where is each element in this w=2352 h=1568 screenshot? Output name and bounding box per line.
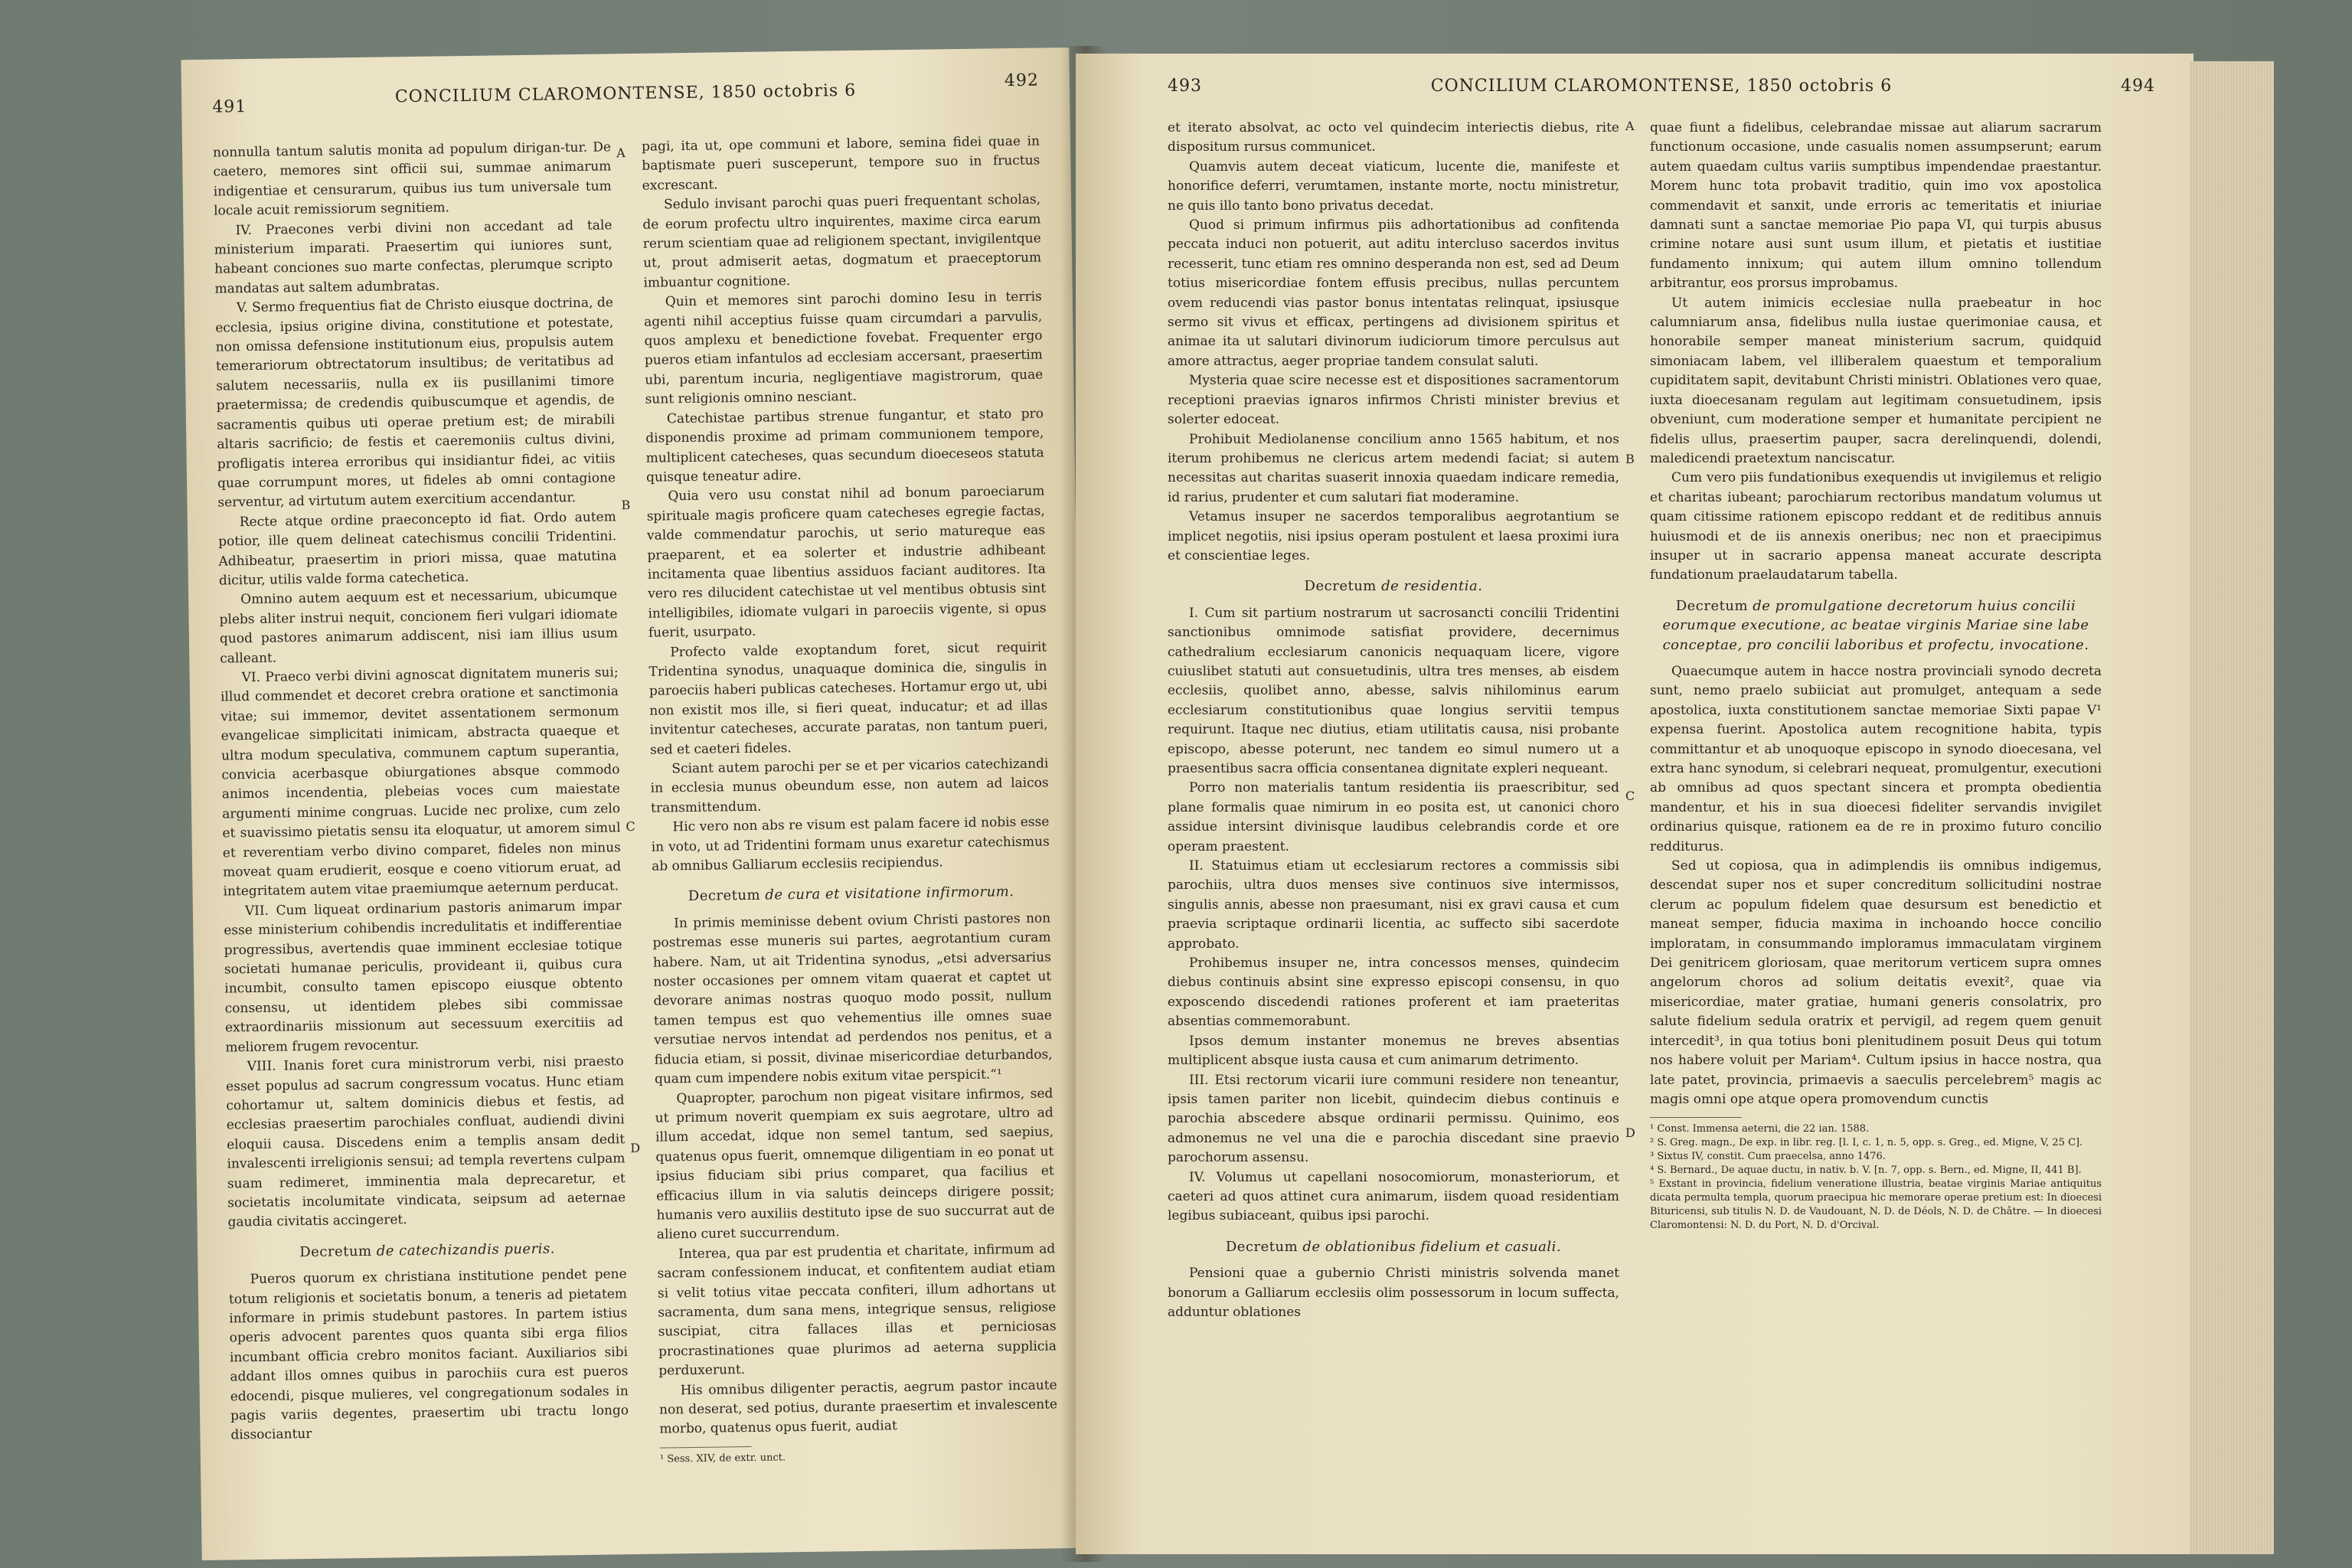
margin-letter-c: C [626, 819, 635, 835]
heading-prefix: Decretum [1225, 1238, 1303, 1255]
running-title-right: CONCILIUM CLAROMONTENSE, 1850 octobris 6 [1430, 77, 1893, 96]
heading-prefix: Decretum [1675, 597, 1753, 614]
footnote: ⁵ Exstant in provincia, fidelium veneratione illustria, beatae virginis Mariae antiquitus dicata permulta templa, quorum praecipua hic memorare operae pretium est: In dioecesi Bituricensi, sub titulis N. D. de Vaudouant, N. D. de Déols, N. D. de Châtre. — In dioecesi Claromontensi: N. D. du Port, N. D. d'Orcival. [1650, 1178, 2102, 1232]
paragraph: Porro non materialis tantum residentia iis praescribitur, sed plane formalis quae nimirum in eo posita est, ut canonici choro assidue intersint divinisque laudibus celebrandis corde et ore operam praestent. [1168, 780, 1619, 854]
heading-italic: de cura et visitatione infirmorum. [765, 884, 1014, 904]
footnote: ³ Sixtus IV, constit. Cum praecelsa, anno 1476. [1650, 1151, 1886, 1163]
paragraph: Quaecumque autem in hacce nostra provinciali synodo decreta sunt, nemo praelo subiiciat aut promulget, antequam a sede apostolica, iuxta constitutionem sanctae memoriae Sixti papae V¹ expensa fuerint. Apostolica autem recognitione habita, typis committantur et ab unoquoque episcopo in synodo dioecesana, vel extra hanc synodum, si celebrari nequeat, promulgentur, executioni ab omnibus ad quos spectant sincera et prompta obedientia mandentur, et his in sua dioecesi fideliter servandis invigilet ordinarius quisque, rationem ea de re in proximo futuro concilio redditurus. [1650, 663, 2102, 854]
paragraph: pagi, ita ut, ope communi et labore, semina fidei quae in baptismate pueri susceperunt, tempore suo in fructus excrescant. [641, 133, 1040, 194]
paragraph: II. Statuimus etiam ut ecclesiarum rectores a commissis sibi parochiis, ultra duos menses sive continuos sive intermissos, singulis annis, abesse non praesumant, nisi ex gravi causa et cum praevia scriptaque ordinarii licentia, ac suffecto sibi sacerdote approbato. [1168, 858, 1619, 952]
paragraph: Quamvis autem deceat viaticum, lucente die, manifeste et honorifice deferri, verumtamen, instante morte, noctu ministretur, ne quis illo tanto bono privatus decedat. [1168, 158, 1619, 214]
margin-letter-d: D [630, 1140, 641, 1156]
paragraph: VII. Cum liqueat ordinarium pastoris animarum impar esse ministerium cohibendis incredulitatis et indifferentiae progressibus, avertendis quae imminent ecclesiae totique societati humanae periculis, provideant ii, quibus cura incumbit, consulto tamen episcopo eiusque obtento consensu, ut identidem plebes sibi commissae extraordinariis missionum aut secessuum exercitiis ad meliorem frugem revocentur. [224, 898, 624, 1056]
paragraph: Recte atque ordine praeconcepto id fiat. Ordo autem potior, ille quem delineat catechismus concilii Tridentini. Adhibeatur, praesertim in priori missa, quae matutina dicitur, utilis valde forma catechetica. [218, 509, 617, 589]
paragraph: Omnino autem aequum est et necessarium, ubicumque plebs aliter instrui nequit, concionem fieri vulgari idiomate quod pastores animarum addiscent, nisi iam illius usum calleant. [219, 586, 619, 667]
heading-italic: de oblationibus fidelium et casuali. [1302, 1238, 1562, 1255]
footnote: ² S. Greg. magn., De exp. in libr. reg. [l. I, c. 1, n. 5, opp. s. Greg., ed. Migne, V, 25 C]. [1650, 1137, 2083, 1149]
paragraph: Mysteria quae scire necesse est et dispositiones sacramentorum receptioni praevias ignaros infirmos Christi minister brevius et solerter edoceat. [1168, 373, 1619, 428]
right-page [1076, 54, 2194, 1554]
paragraph: Quod si primum infirmus piis adhortationibus ad confitenda peccata induci non potuerit, aut aditu interclusо sacerdos invitus recesserit, tunc etiam res omnino desperanda non est, sed ad Deum totius misericordiae fontem effusis precibus, nullas percuntem ovem reducendi vias pastor bonus intentatas relinquat, ipsiusque sermo sit vivus et efficax, pertingens ad divisionem spiritus et animae ita ut salutari divinorum iudiciorum timore perculsus aut amore attractus, aeger propriae tandem consulat saluti. [1168, 217, 1619, 369]
left-page [181, 47, 1089, 1560]
paragraph: Sedulo invisant parochi quas pueri frequentant scholas, de eorum profectu ultro inquirentes, maxime circa earum rerum scientiam quae ad religionem spectant, invigilentque ut, prout admiserit aetas, dogmatum et praeceptorum imbuantur cognitione. [642, 191, 1042, 291]
paragraph: In primis meminisse debent ovium Christi pastores non postremas esse muneris sui partes, aegrotantium curam habere. Nam, ut ait Tridentina synodus, „etsi adversarius noster occasiones per omnem vitam quaerat et captet ut devorare animas nostras quoquo modo possit, nullum tamen tempus est quo vehementius ille omnes suae versutiae nervos intendat ad perdendos nos penitus, et a fiducia etiam, si possit, divinae misericordiae deturbandos, quam cum impendere nobis exitum vitae perspicit.“¹ [652, 910, 1053, 1087]
left-column-2 [642, 132, 1058, 1467]
paragraph: IV. Praecones verbi divini non accedant ad tale ministerium imparati. Praesertim qui iuniores sunt, habeant conciones suo marte confectas, plerumque scripto mandatas aut saltem adumbratas. [214, 217, 613, 297]
paragraph: VIII. Inanis foret cura ministrorum verbi, nisi praesto esset populus ad sacrum congressum vocatus. Hunc etiam cohortamur ut, saltem dominicis diebus et festis, ad ecclesias praesertim parochiales confluat, audiendi divini eloquii causa. Discedens enim a templis ansam dedit invalescenti irreligionis sensui; ad templa revertens culpam suam redimeret, imminentia mala deprecaretur, et societatis incolumitate vindicata, seipsum ad aeternae gaudia civitatis accingeret. [225, 1054, 626, 1230]
paragraph: Sed ut copiosa, qua in adimplendis iis omnibus indigemus, descendat super nos et super concreditum sollicitudini nostrae clerum ac populum fidelem quae desursum est benedictio et maneat semper, fiducia maxima in inchoando hocce concilio imploratam, in consummando imploramus immaculatam virginem Dei genitricem gloriosam, quae meritorum verticem supra omnes angelorum choros ad solium deitatis evexit², quae via misericordiae, mater gratiae, humani generis consolatrix, pro salute fidelium sedula oratrix et pervigil, ad regem quem genuit intercedit³, in qua totius boni plenitudinem posuit Deus qui totum nos habere voluit per Mariam⁴. Cultum ipsius in hacce nostra, qua late patet, provincia, primaevis a saeculis percelebrem⁵ magis ac magis omni ope atque opera promovendum cunctis [1650, 858, 2102, 1107]
page-number-492: 492 [1004, 70, 1040, 91]
right-running-head [1168, 77, 2155, 115]
left-running-head [212, 71, 1040, 121]
paragraph: Sciant autem parochi per se et per vicarios catechizandi in ecclesia munus obeundum esse, non autem ad laicos transmittendum. [650, 756, 1049, 816]
page-number-494: 494 [2121, 77, 2155, 96]
page-number-491: 491 [212, 97, 247, 117]
margin-letter-a: A [1625, 119, 1635, 133]
paragraph: Pensioni quae a gubernio Christi ministris solvenda manet bonorum a Galliarum ecclesiis olim possessorum in locum suffecta, adduntur oblationes [1168, 1266, 1619, 1320]
margin-letter-c: C [1625, 789, 1635, 803]
paragraph: Ipsos demum instanter monemus ne breves absentias multiplicent absque iusta causa et cum animarum detrimento. [1168, 1033, 1619, 1069]
section-heading [1168, 1237, 1619, 1256]
section-heading [228, 1238, 626, 1263]
paragraph: Prohibemus insuper ne, intra concessos menses, quindecim diebus continuis absint sine expresso episcopi consensu, in quo exposcendo discedendi rationes proferent et iam praeteritas absentias commemorabunt. [1168, 956, 1619, 1030]
heading-italic: de residentia. [1381, 578, 1483, 595]
page-number-493: 493 [1168, 77, 1202, 96]
section-heading [652, 882, 1050, 907]
paragraph: VI. Praeco verbi divini agnoscat dignitatem muneris sui; illud commendet et decoret crebra oratione et sanctimonia vitae; sui immemor, devitet assentationem sermonum evangelicae simplicitati inimicam, abstracta quaeque et ultra modum speculativa, communem captum superantia, convicia acerbasque obiurgationes absque commodo animos incendentia, plebeias voces cum maiestate argumenti minime congruas. Lucide nec prolixe, cum zelo et suavissimo pietatis sensu ita eloquatur, ut amorem simul et reverentiam verbo divino comparet, fideles non minus moveat quam erudierit, eosque e coeno vitiorum eruat, ad integritatem autem vitae praemiumque aeternum perducat. [220, 665, 622, 900]
paragraph: Quin et memores sint parochi domino Iesu in terris agenti nihil acceptius fuisse quam circumdari a parvulis, quos amplexu et benedictione fovebat. Frequenter ergo pueros etiam infantulos ad ecclesiam accersant, praesertim ubi, parentum incuria, negligentiave magistrorum, quae sunt religionis omnino nesciant. [644, 289, 1044, 408]
paragraph: I. Cum sit partium nostrarum ut sacrosancti concilii Tridentini sanctionibus omnimode satisfiat providere, decernimus cathedralium ecclesiarum canonicis nequaquam licere, vigore cuiuslibet statuti aut consuetudinis, ultra tres menses, ab eisdem ecclesiis, quolibet anno, abesse, salvis nihilominus earum ecclesiarum constitutionibus quae longius servitii tempus requirunt. Itaque nec diutius, etiam utilitatis causa, nisi probante episcopo, abesse poterunt, nec tandem eo simul numero ut a praesentibus sacra officia consentanea dignitate expleri nequeant. [1168, 605, 1619, 776]
page-edges [2190, 61, 2274, 1554]
heading-italic: de catechizandis pueris. [376, 1240, 556, 1259]
footnote: ⁴ S. Bernard., De aquae ductu, in nativ. b. V. [n. 7, opp. s. Bern., ed. Migne, II, 441 B]. [1650, 1165, 2082, 1177]
margin-letter-d: D [1625, 1125, 1635, 1140]
paragraph: Quia vero usu constat nihil ad bonum paroeciarum spirituale magis proficere quam catecheses egregie factas, valde commendatur parochis, ut serio matureque eas praeparent, et ea solerter et industrie adhibeant incitamenta quae libentius assiduos faciant auditores. Ita vero res dilucident catechistae ut vel mentibus obtusis sint intelligibiles, idiomate vulgari in paroeciis vigente, si opus fuerit, usurpato. [646, 483, 1047, 641]
right-column-2 [1650, 119, 2102, 1233]
paragraph: IV. Volumus ut capellani nosocomiorum, monasteriorum, et caeteri ad quos attinet cura animarum, iisdem quoad residentiam legibus subiaceant, quibus ipsi parochi. [1168, 1169, 1619, 1224]
margin-letter-b: B [621, 498, 631, 513]
paragraph: Profecto valde exoptandum foret, sicut requirit Tridentina synodus, unaquaque dominica die, singulis in paroeciis haberi publicas catecheses. Hortamur ergo ut, ubi non existit mos ille, si fieri queat, inducatur; et ad illas invitentur catecheses, accurate paratas, non tantum pueri, sed et caeteri fideles. [648, 639, 1048, 758]
footnote-rule [1650, 1117, 1742, 1118]
paragraph: Quapropter, parochum non pigeat visitare infirmos, sed ut primum noverit quempiam ex suis aegrotare, ultro ad illum accedat, idque non semel tantum, sed saepius, quatenus opus fuerit, omnemque diligentiam in eo ponat ut ipsius fiduciam sibi prius comparet, qua facilius et efficacius illum in via salutis deinceps dirigere possit; humanis vero auxiliis destituto ipse de suo succurrat aut de alieno curet succurrendum. [655, 1085, 1055, 1243]
paragraph: His omnibus diligenter peractis, aegrum pastor incaute non deserat, sed potius, durante praesertim et invalescente morbo, quatenus opus fuerit, audiat [658, 1377, 1058, 1438]
paragraph: III. Etsi rectorum vicarii iure communi residere non teneantur, ipsis tamen pariter non licebit, quindecim diebus continuis e parochia abscedere absque ordinarii permissu. Quinimo, eos admonemus ne vel una die e parochia discedant sine praevio parochorum assensu. [1168, 1072, 1619, 1166]
paragraph: Prohibuit Mediolanense concilium anno 1565 habitum, et nos iterum prohibemus ne clericus artem medendi faciat; si autem necessitas aut charitas suaserit innoxia quaedam indicare remedia, id rarius, prudenter et cum salutari fiat moderamine. [1168, 431, 1619, 505]
running-title-left: CONCILIUM CLAROMONTENSE, 1850 octobris 6 [394, 80, 857, 107]
footnote-rule [660, 1446, 752, 1449]
heading-prefix: Decretum [299, 1243, 377, 1260]
paragraph: Ut autem inimicis ecclesiae nulla praebeatur in hoc calumniarum ansa, fidelibus nulla iustae querimoniae causa, et honorabile semper maneat ministerium sacrum, quidquid simoniacam labem, vel illiberalem quaestum et temporalium cupiditatem sapit, devitabunt Christi ministri. Oblationes vero quae, iuxta dioecesanam regulam aut legitimam consuetudinem, ipsis obveniunt, cum moderatione semper et humanitate percipient ne fidelis ullus, praesertim pauper, sacra derelinquendi, dolendi, maledicendi praetextum nanciscatur. [1650, 295, 2102, 466]
right-column-1 [1168, 119, 1619, 1322]
paragraph: Pueros quorum ex christiana institutione pendet pene totum religionis et societatis bonum, a teneris ad pietatem informare in primis studebunt pastores. In partem istius operis advocent parentes quos quanta sibi erga filios incumbant officia crebro monitos faciant. Auxiliarios sibi addant illos omnes quibus in parochiis cura est pueros edocendi, pisque mulieres, vel congregationum sodales in pagis variis degentes, praesertim ubi tractu longo dissociantur [228, 1266, 629, 1443]
paragraph: Hic vero non abs re visum est palam facere id nobis esse in voto, ut ad Tridentini formam unus exaretur catechismus ab omnibus Galliarum ecclesiis recipiendus. [651, 814, 1050, 874]
section-heading [1650, 596, 2102, 655]
paragraph: quae fiunt a fidelibus, celebrandae missae aut aliarum sacrarum functionum occasione, unde casualis nomen assumpserunt; earum autem quaedam cultus variis sumptibus impendendae praestantur. Morem hunc tota probavit traditio, quin imo vox apostolica commendavit et sanxit, unde erroris ac temeritatis et iniuriae damnati sunt a sanctae memoriae Pio papa VI, qui turpis abusus crimine notare ausi sunt usum illum, et pietatis et iustitiae fundamento innixum; qui autem illum omnino tollendum arbitrantur, eos prorsus improbamus. [1650, 120, 2102, 292]
left-column-1 [213, 138, 629, 1446]
paragraph: Interea, qua par est prudentia et charitate, infirmum ad sacram confessionem inducat, et confitentem audiat etiam si velit totius vitae peccata confiteri, illum adhortans ut sacramenta, dum sana mens, integrique sensus, religiose suscipiat, citra fallaces illas et perniciosas procrastinationes quae plurimos ad aeterna supplicia perduxerunt. [657, 1241, 1057, 1379]
paragraph: Catechistae partibus strenue fungantur, et stato pro disponendis proxime ad primam communionem tempore, multiplicent catecheses, quas secundum dioeceseos statuta quisque teneatur adire. [645, 406, 1044, 485]
paragraph: Vetamus insuper ne sacerdos temporalibus aegrotantium se implicet negotiis, nisi ipsius operam postulent et laesa proximi iura et conscientiae leges. [1168, 509, 1619, 564]
footnote: ¹ Sess. XIV, de extr. unct. [659, 1452, 786, 1465]
footnote: ¹ Const. Immensa aeterni, die 22 ian. 1588. [1650, 1123, 1870, 1135]
heading-prefix: Decretum [1304, 578, 1382, 595]
paragraph: Cum vero piis fundationibus exequendis ut invigilemus et religio et charitas iubeant; parochiarum rectoribus mandatum volumus ut quam citissime rationem episcopo reddant et de reditibus annuis huiusmodi et de iis annexis oneribus; nec non et praecipimus insuper ut in sacrario appensa maneat accurate descripta fundationum praelaudatarum tabella. [1650, 470, 2102, 583]
paragraph: V. Sermo frequentius fiat de Christo eiusque doctrina, de ecclesia, ipsius origine divina, constitutione et potestate, non omissa defensione institutionum eius, propulsis autem temerariorum obtrectatorum insultibus; de veritatibus ad salutem necessariis, nulla ex iis pusillanimi timore praetermissa; de credendis quibuscumque et agendis, de sacramentis quibus uti operae pretium est; de mirabili altaris sacrificio; de festis et caeremoniis cultus divini, profligatis interea erroribus qui insidiantur fidei, ac vitiis quae corrumpunt mores, ut fideles ab omni contagione serventur, ad virtutum autem exercitium accendantur. [215, 295, 616, 511]
paragraph: nonnulla tantum salutis monita ad populum dirigan-tur. De caetero, memores sint officii sui, summae animarum indigentiae et censurarum, quibus ius tum universale tum locale acuit remissiorum segnitiem. [212, 139, 612, 219]
margin-letter-b: B [1625, 452, 1635, 466]
paragraph: et iterato absolvat, ac octo vel quindecim interiectis diebus, rite dispositum rursus communicet. [1168, 120, 1619, 155]
heading-italic: de promulgatione decretorum huius concilii eorumque executione, ac beatae virginis Mariae sine labe conceptae, pro concilii laboribus et profectu, invocatione. [1662, 597, 2089, 653]
margin-letter-a: A [616, 145, 626, 161]
section-heading [1168, 577, 1619, 596]
heading-prefix: Decretum [688, 887, 766, 905]
